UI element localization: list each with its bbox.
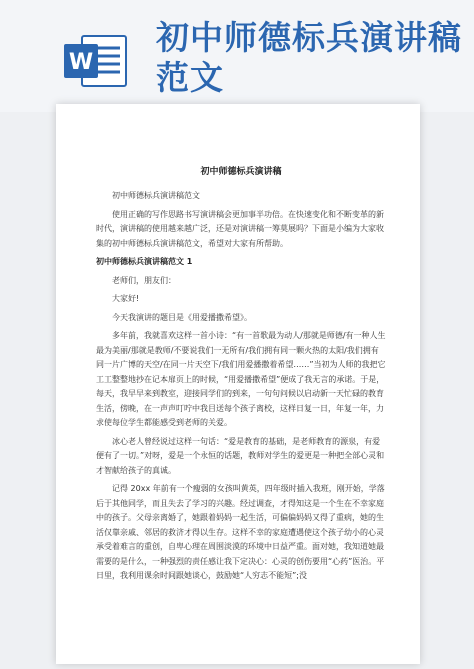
- paragraph: 今天我演讲的题目是《用爱播撒希望》。: [112, 312, 252, 322]
- paragraph: 冰心老人曾经说过这样一句话：“爱是教育的基础，是老师教育的源泉，有爱便有了一切。”对呀，爱是一个永恒的话题，教师对学生的爱更是一种把全部心灵和才智献给孩子的真诚。: [96, 436, 385, 475]
- paragraph: 多年前，我就喜欢这样一首小诗：“有一首歌最为动人/那就是师德/有一种人生最为美丽/那就是教师/不要说我们一无所有/我们拥有同一颗火热的太阳/我们拥有同一片广博的天空/在同一片天空下/我们用爱播撒着希望……”当初为人师的我把它工工整整地抄在记本扉页上的时候，“用爱播撒希望”便成了我无言的承诺。于是，每天，我早早来到教室，迎接同学们的到来，一句句问候以启动新一天忙碌的教育生活，傍晚，在一声声叮咛中我目送每个孩子离校，这样日复一日，年复一年，力求使每位学生都能感受到老师的关爱。: [96, 331, 386, 427]
- paragraph: 老师们，朋友们：: [112, 275, 176, 285]
- paragraph: 使用正确的写作思路书写演讲稿会更加事半功倍。在快速变化和不断变革的新时代，演讲稿的使用越来越广泛，还是对演讲稿一筹莫展吗？下面是小编为大家收集的初中师德标兵演讲稿范文，希望对大家有所帮助。: [96, 209, 384, 248]
- document-page: [56, 104, 420, 664]
- paragraph: 大家好!: [112, 294, 140, 303]
- paragraph: 记得 20xx 年前有一个瘦弱的女孩叫黄英，四年级时插入我班，刚开始，学落后于其他同学，而且失去了学习的兴趣。经过调查，才得知这是一个生在不幸家庭中的孩子。父母亲离婚了，她跟着妈妈一起生活，可偏偏妈妈又得了重病，她的生活仅靠亲戚、邻居的救济才得以生存。这样不幸的家庭遭遇使这个孩子幼小的心灵承受着难言的重创，自卑心理在周围淡漠的环境中日益严重。面对她，我知道她最需要的是什么，一种强烈的责任感让我下定决心：心灵的创伤要用“心药”医治。平日里，我利用课余时间跟她谈心，鼓励她“人穷志不能短”;没: [96, 484, 385, 580]
- header-banner: [0, 0, 474, 112]
- word-document-icon: [62, 32, 130, 90]
- document-body: [96, 189, 386, 584]
- document-title: 初中师德标兵演讲稿范文: [156, 18, 462, 97]
- document-heading: 初中师德标兵演讲稿: [200, 167, 282, 177]
- section-heading: 初中师德标兵演讲稿范文 1: [96, 257, 193, 266]
- word-icon-letter: W: [68, 50, 94, 75]
- paragraph: 初中师德标兵演讲稿范文: [112, 191, 200, 200]
